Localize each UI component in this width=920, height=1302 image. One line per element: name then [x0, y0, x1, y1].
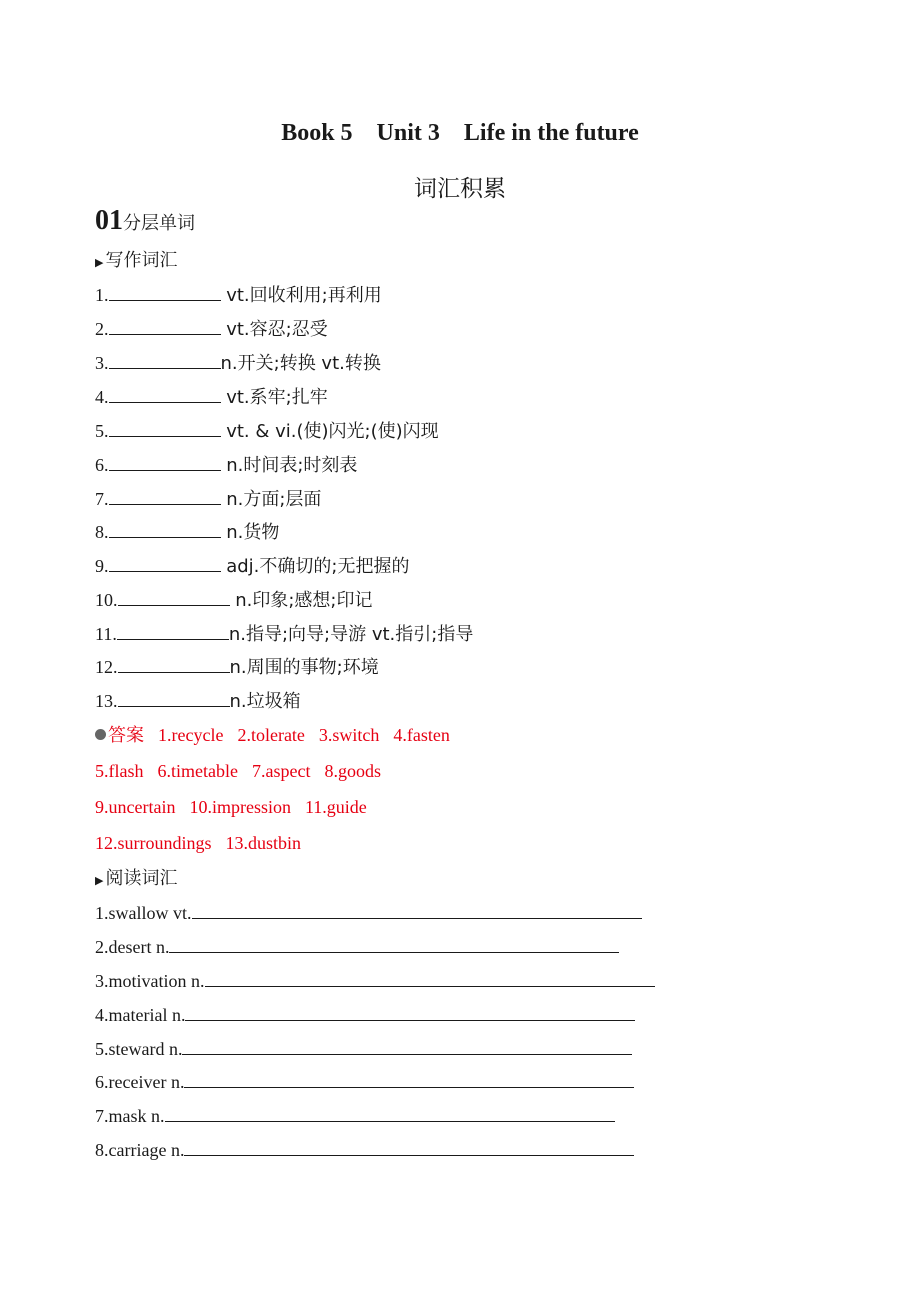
reading-item — [95, 968, 655, 993]
answer-blank[interactable] — [109, 384, 221, 403]
item-number: 3. — [95, 353, 109, 373]
triangle-bullet-icon: ▶ — [95, 875, 104, 887]
reading-item — [95, 934, 619, 959]
reading-item-word: 1.swallow vt. — [95, 903, 192, 923]
answer-item: 2.tolerate — [237, 725, 305, 745]
item-meaning: n.开关;转换 vt.转换 — [220, 353, 381, 374]
item-meaning: vt.容忍;忍受 — [220, 319, 328, 340]
answer-blank[interactable] — [118, 654, 230, 673]
answer-row — [95, 759, 395, 783]
answer-blank[interactable] — [169, 934, 619, 953]
reading-item — [95, 1137, 634, 1162]
reading-item-word: 6.receiver n. — [95, 1072, 185, 1092]
writing-item — [95, 452, 357, 478]
answer-blank[interactable] — [118, 688, 230, 707]
item-number: 9. — [95, 556, 109, 576]
reading-item-word: 7.mask n. — [95, 1106, 165, 1126]
answer-item: 7.aspect — [251, 761, 311, 781]
reading-item — [95, 1036, 632, 1061]
answer-blank[interactable] — [118, 587, 230, 606]
item-meaning: n.指导;向导;导游 vt.指引;指导 — [228, 624, 474, 645]
writing-item — [95, 654, 379, 680]
item-meaning: vt. & vi.(使)闪光;(使)闪现 — [220, 421, 439, 442]
writing-item — [95, 316, 328, 342]
answer-blank[interactable] — [109, 519, 221, 538]
item-meaning: adj.不确切的;无把握的 — [220, 556, 410, 577]
reading-item-word: 2.desert n. — [95, 937, 170, 957]
answer-item: 13.dustbin — [225, 833, 302, 853]
reading-item-word: 3.motivation n. — [95, 971, 205, 991]
reading-item — [95, 1002, 635, 1027]
item-meaning: n.印象;感想;印记 — [229, 590, 373, 611]
item-number: 7. — [95, 489, 109, 509]
answer-row — [95, 831, 315, 855]
writing-heading — [95, 248, 177, 275]
item-number: 2. — [95, 319, 109, 339]
section-number: 01 — [95, 205, 123, 236]
writing-item — [95, 384, 328, 410]
writing-item — [95, 553, 409, 579]
answer-label: 答案 — [108, 725, 144, 746]
answer-blank[interactable] — [109, 486, 221, 505]
answer-blank[interactable] — [185, 1002, 635, 1021]
item-meaning: vt.系牢;扎牢 — [220, 387, 328, 408]
reading-item-word: 4.material n. — [95, 1005, 186, 1025]
item-number: 4. — [95, 387, 109, 407]
item-number: 8. — [95, 522, 109, 542]
item-number: 12. — [95, 657, 118, 677]
item-meaning: n.货物 — [220, 522, 280, 543]
answer-blank[interactable] — [184, 1069, 634, 1088]
answer-blank[interactable] — [109, 282, 221, 301]
reading-heading — [95, 866, 177, 893]
item-number: 11. — [95, 624, 117, 644]
item-meaning: n.垃圾箱 — [229, 691, 301, 712]
reading-item-word: 5.steward n. — [95, 1039, 183, 1059]
answer-row — [95, 723, 464, 748]
page-subtitle: 词汇积累 — [414, 176, 506, 202]
answer-item: 9.uncertain — [95, 797, 176, 817]
answer-blank[interactable] — [205, 968, 655, 987]
answer-blank[interactable] — [182, 1036, 632, 1055]
answer-item: 4.fasten — [393, 725, 450, 745]
item-number: 13. — [95, 691, 118, 711]
writing-item — [95, 350, 381, 376]
writing-item — [95, 418, 439, 444]
writing-heading-text: 写作词汇 — [105, 250, 178, 271]
answer-item: 6.timetable — [157, 761, 238, 781]
answer-row — [95, 795, 381, 819]
reading-heading-text: 阅读词汇 — [105, 868, 178, 889]
section-header — [95, 205, 195, 237]
reading-item-word: 8.carriage n. — [95, 1140, 185, 1160]
item-number: 6. — [95, 455, 109, 475]
reading-item — [95, 1103, 615, 1128]
answer-item: 8.goods — [324, 761, 381, 781]
answer-item: 12.surroundings — [95, 833, 212, 853]
page-title: Book 5 Unit 3 Life in the future — [281, 120, 639, 146]
item-number: 1. — [95, 285, 109, 305]
section-label: 分层单词 — [123, 213, 195, 234]
answer-blank[interactable] — [109, 553, 221, 572]
answer-blank[interactable] — [109, 350, 221, 369]
answer-item: 3.switch — [318, 725, 380, 745]
answer-item: 1.recycle — [158, 725, 224, 745]
reading-item — [95, 1069, 634, 1094]
writing-item — [95, 621, 473, 647]
answer-blank[interactable] — [192, 900, 642, 919]
answer-blank[interactable] — [109, 418, 221, 437]
writing-item — [95, 688, 301, 714]
item-meaning: n.时间表;时刻表 — [220, 455, 358, 476]
answer-badge-icon — [95, 729, 106, 740]
item-meaning: vt.回收利用;再利用 — [220, 285, 382, 306]
writing-item — [95, 587, 372, 613]
writing-item — [95, 486, 321, 512]
answer-blank[interactable] — [109, 452, 221, 471]
writing-item — [95, 519, 279, 545]
answer-item: 11.guide — [304, 797, 367, 817]
item-meaning: n.方面;层面 — [220, 489, 322, 510]
answer-item: 10.impression — [189, 797, 291, 817]
item-meaning: n.周围的事物;环境 — [229, 657, 379, 678]
answer-blank[interactable] — [165, 1103, 615, 1122]
answer-blank[interactable] — [117, 621, 229, 640]
answer-blank[interactable] — [109, 316, 221, 335]
reading-item — [95, 900, 642, 925]
answer-blank[interactable] — [184, 1137, 634, 1156]
item-number: 5. — [95, 421, 109, 441]
triangle-bullet-icon: ▶ — [95, 257, 104, 269]
item-number: 10. — [95, 590, 118, 610]
writing-item — [95, 282, 382, 308]
answer-item: 5.flash — [95, 761, 144, 781]
